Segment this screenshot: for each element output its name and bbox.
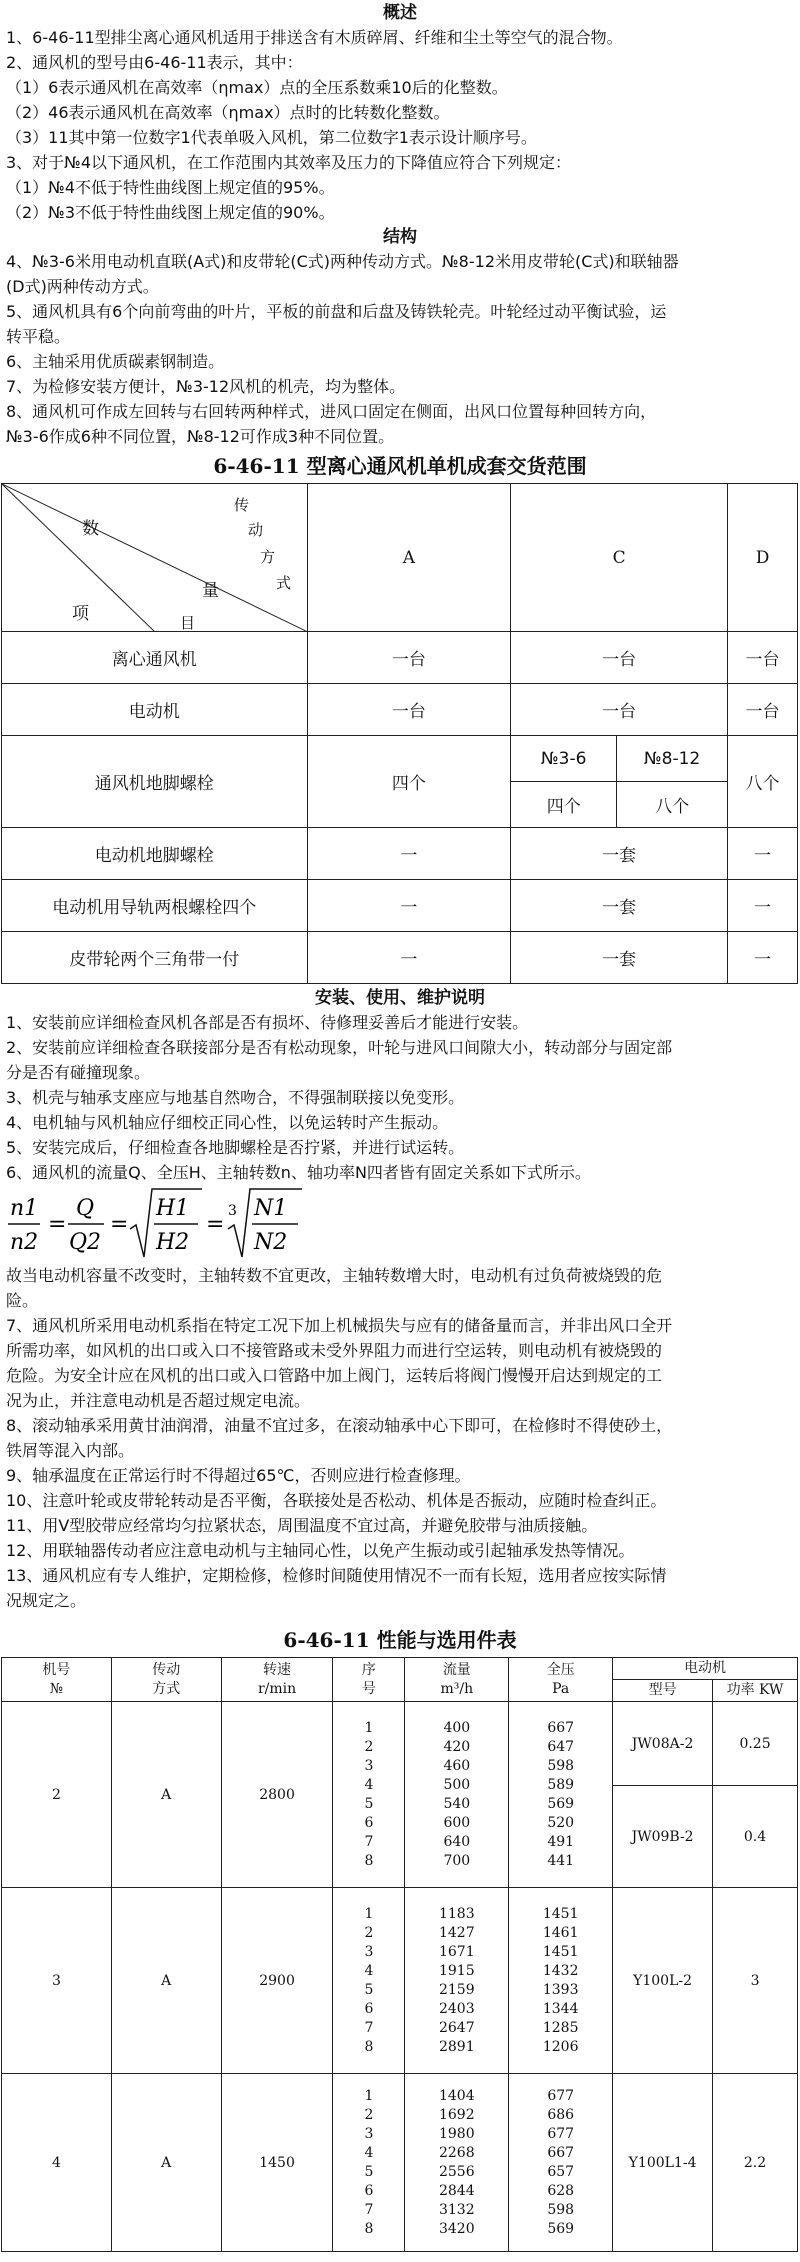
- header-label: 序: [361, 1661, 376, 1678]
- formula-n1-power: N1: [254, 1196, 288, 1221]
- overview-section: [0, 0, 800, 225]
- header-label: Pa: [552, 1680, 570, 1697]
- header-cell: [509, 1658, 613, 1702]
- text-line: 2、通风机的型号由6-46-11表示，其中：: [6, 53, 303, 72]
- supply-scope-table: [1, 483, 798, 984]
- flow-value: 400: [443, 1719, 471, 1736]
- text-line: 3、对于№4以下通风机，在工作范围内其效率及压力的下降值应符合下列规定：: [6, 153, 572, 172]
- pressure-value: 657: [547, 2163, 575, 2180]
- maintenance-section: [0, 986, 800, 1613]
- text-line: 6、通风机的流量Q、全压H、主轴转数n、轴功率N四者皆有固定关系如下式所示。: [6, 1163, 591, 1182]
- cell-a: 四个: [307, 736, 511, 828]
- cell-speed: 2800: [221, 1702, 333, 1888]
- flow-value: 1183: [438, 1905, 475, 1922]
- fan-law-formula: [6, 1185, 800, 1263]
- flow-value: 420: [443, 1738, 471, 1755]
- cell-motor-power: 3: [713, 1888, 798, 2074]
- formula-graphic: [6, 1185, 306, 1263]
- cell-a: 一台: [307, 632, 511, 684]
- flow-value: 2556: [438, 2163, 475, 2180]
- pressure-value: 667: [547, 2144, 575, 2161]
- formula-eq: =: [110, 1212, 129, 1237]
- cell-d: 一: [728, 932, 798, 984]
- row-item: 电动机用导轨两根螺栓四个: [2, 880, 308, 932]
- flow-value: 3132: [438, 2201, 475, 2218]
- flow-value: 2403: [438, 2000, 475, 2017]
- text-line: 11、用V型胶带应经常均匀拉紧状态，周围温度不宜过高，并避免胶带与油质接触。: [6, 1516, 598, 1535]
- seq-value: 5: [364, 1795, 374, 1812]
- pressure-value: 667: [547, 1719, 575, 1736]
- text-line: 13、通风机应有专人维护，定期检修，检修时间随使用情况不一而有长短，选用者应按实际情: [6, 1566, 667, 1585]
- pressure-value: 1432: [542, 1962, 579, 1979]
- header-label: 机号: [42, 1661, 71, 1678]
- row-item: 离心通风机: [2, 632, 308, 684]
- row-item: 通风机地脚螺栓: [2, 736, 308, 828]
- cell-speed: 1450: [221, 2074, 333, 2252]
- pressure-value: 1451: [542, 1943, 579, 1960]
- text-line: 故当电动机容量不改变时，主轴转数不宜更改，主轴转数增大时，电动机有过负荷被烧毁的危: [6, 1266, 663, 1285]
- col-header-d: D: [728, 484, 798, 632]
- cell-no: 3: [2, 1888, 112, 2074]
- cell-seq: [333, 1888, 405, 2074]
- flow-value: 1427: [438, 1924, 475, 1941]
- seq-value: 3: [364, 1757, 374, 1774]
- text-line: (D式)两种传动方式。: [6, 277, 159, 296]
- flow-value: 1915: [438, 1962, 475, 1979]
- overview-text: [0, 25, 800, 225]
- flow-value: 2891: [438, 2038, 475, 2055]
- seq-value: 3: [364, 1943, 374, 1960]
- flow-value: 500: [443, 1776, 471, 1793]
- corner-label: 量: [202, 581, 219, 601]
- formula-q: Q: [76, 1196, 95, 1221]
- formula-eq: =: [48, 1212, 67, 1237]
- text-line: 1、6-46-11型排尘离心通风机适用于排送含有木质碎屑、纤维和尘土等空气的混合物。: [6, 28, 623, 47]
- text-line: 铁屑等混入内部。: [6, 1441, 135, 1460]
- cell-motor-model: Y100L1-4: [613, 2074, 713, 2252]
- text-line: 转平稳。: [6, 327, 71, 346]
- maintenance-text-a: [0, 1010, 800, 1185]
- corner-label: 数: [82, 519, 99, 539]
- cell-c: 一套: [511, 880, 728, 932]
- pressure-value: 569: [547, 2220, 575, 2237]
- seq-value: 4: [364, 2144, 374, 2161]
- row-item: 电动机地脚螺栓: [2, 828, 308, 880]
- flow-value: 700: [443, 1852, 471, 1869]
- header-label: r/min: [257, 1680, 297, 1697]
- formula-h1: H1: [156, 1196, 190, 1221]
- row-item: 电动机: [2, 684, 308, 736]
- text-line: 7、通风机所采用电动机系指在特定工况下加上机械损失与应有的储备量而言，并非出风口全开: [6, 1316, 673, 1335]
- row-item: 皮带轮两个三角带一付: [2, 932, 308, 984]
- text-line: 2、安装前应详细检查各联接部分是否有松动现象，叶轮与进风口间隙大小，转动部分与固定部: [6, 1038, 673, 1057]
- cell-c-sub-head: №3-6: [511, 736, 617, 782]
- text-line: （2）46表示通风机在高效率（ηmax）点时的比转数化整数。: [6, 103, 450, 122]
- seq-value: 7: [364, 2019, 374, 2036]
- cell-no: 4: [2, 2074, 112, 2252]
- overview-title: 概述: [383, 3, 417, 23]
- cell-motor-power: 2.2: [713, 2074, 798, 2252]
- formula-eq: =: [206, 1212, 225, 1237]
- pressure-value: 569: [547, 1795, 575, 1812]
- seq-value: 4: [364, 1776, 374, 1793]
- header-power: 功率 KW: [713, 1680, 798, 1702]
- flow-value: 1980: [438, 2125, 475, 2142]
- pressure-value: 598: [547, 1757, 575, 1774]
- header-label: 全压: [546, 1661, 575, 1678]
- seq-value: 2: [364, 1738, 374, 1755]
- flow-value: 600: [443, 1814, 471, 1831]
- structure-title: 结构: [383, 227, 417, 247]
- formula-q2: Q2: [69, 1230, 102, 1255]
- text-line: 况规定之。: [6, 1591, 87, 1610]
- structure-text: [0, 249, 800, 449]
- pressure-value: 491: [547, 1833, 575, 1850]
- col-header-c: C: [511, 484, 728, 632]
- cell-drive: A: [111, 1888, 221, 2074]
- header-label: 方式: [152, 1680, 181, 1697]
- header-label: №: [49, 1680, 64, 1697]
- perf-table-title: 6-46-11 性能与选用件表: [283, 1628, 517, 1652]
- maintenance-title: 安装、使用、维护说明: [315, 988, 485, 1008]
- text-line: 9、轴承温度在正常运行时不得超过65℃，否则应进行检查修理。: [6, 1466, 471, 1485]
- formula-n2-power: N2: [254, 1230, 288, 1255]
- flow-value: 460: [443, 1757, 471, 1774]
- flow-value: 3420: [438, 2220, 475, 2237]
- text-line: 8、滚动轴承采用黄甘油润滑，油量不宜过多，在滚动轴承中心下即可，在检修时不得使砂土，: [6, 1416, 673, 1435]
- seq-value: 8: [364, 2220, 374, 2237]
- text-line: （3）11其中第一位数字1代表单吸入风机，第二位数字1表示设计顺序号。: [6, 128, 537, 147]
- cell-c: 一台: [511, 632, 728, 684]
- seq-value: 5: [364, 1981, 374, 1998]
- flow-value: 2647: [438, 2019, 475, 2036]
- cell-d: 一台: [728, 684, 798, 736]
- seq-value: 5: [364, 2163, 374, 2180]
- header-label: 流量: [442, 1661, 471, 1678]
- cell-c-sub: 四个: [511, 782, 617, 828]
- flow-value: 2268: [438, 2144, 475, 2161]
- structure-section: [0, 225, 800, 449]
- header-cell: [405, 1658, 509, 1702]
- seq-value: 8: [364, 1852, 374, 1869]
- cell-pressure: [509, 1702, 613, 1888]
- header-label: 号: [361, 1680, 376, 1697]
- text-line: 5、安装完成后，仔细检查各地脚螺栓是否拧紧，并进行试运转。: [6, 1138, 465, 1157]
- cell-a: 一: [307, 932, 511, 984]
- text-line: 分是否有碰撞现象。: [6, 1063, 151, 1082]
- cell-seq: [333, 1702, 405, 1888]
- col-header-a: A: [307, 484, 511, 632]
- pressure-value: 1285: [542, 2019, 579, 2036]
- flow-value: 2844: [438, 2182, 475, 2199]
- seq-value: 6: [364, 2182, 374, 2199]
- formula-n1: n1: [10, 1196, 39, 1221]
- text-line: №3-6作成6种不同位置，№8-12可作成3种不同位置。: [6, 427, 395, 446]
- corner-label: 方: [260, 548, 276, 566]
- text-line: （2）№3不低于特性曲线图上规定值的90%。: [6, 203, 335, 222]
- text-line: 5、通风机具有6个向前弯曲的叶片，平板的前盘和后盘及铸铁轮壳。叶轮经过动平衡试验，运: [6, 302, 667, 321]
- cell-motor-model: JW08A-2: [613, 1702, 713, 1786]
- formula-n2: n2: [10, 1230, 39, 1255]
- cell-flow: [405, 1702, 509, 1888]
- corner-label: 目: [180, 614, 196, 632]
- cell-pressure: [509, 2074, 613, 2252]
- corner-label: 动: [248, 521, 264, 539]
- cell-a: 一: [307, 880, 511, 932]
- seq-value: 2: [364, 1924, 374, 1941]
- pressure-value: 677: [547, 2125, 575, 2142]
- text-line: 所需功率，如风机的出口或入口不接管路或未受外界阻力而进行空运转，则电动机有被烧毁的: [6, 1341, 663, 1360]
- text-line: 6、主轴采用优质碳素钢制造。: [6, 352, 225, 371]
- seq-value: 7: [364, 2201, 374, 2218]
- cell-d: 一台: [728, 632, 798, 684]
- pressure-value: 520: [547, 1814, 575, 1831]
- pressure-value: 677: [547, 2087, 575, 2104]
- text-line: 8、通风机可作成左回转与右回转两种样式，进风口固定在侧面，出风口位置每种回转方向，: [6, 402, 657, 421]
- header-label: 转速: [263, 1661, 292, 1678]
- text-line: （1）6表示通风机在高效率（ηmax）点的全压系数乘10后的化整数。: [6, 78, 508, 97]
- text-line: 险。: [6, 1291, 39, 1310]
- seq-value: 8: [364, 2038, 374, 2055]
- diagonal-corner-cell: [2, 484, 308, 632]
- cell-c: 一套: [511, 828, 728, 880]
- pressure-value: 589: [547, 1776, 575, 1793]
- cell-flow: [405, 1888, 509, 2074]
- cell-c-sub-head: №8-12: [617, 736, 728, 782]
- text-line: 3、机壳与轴承支座应与地基自然吻合，不得强制联接以免变形。: [6, 1088, 465, 1107]
- cell-c-sub: 八个: [617, 782, 728, 828]
- seq-value: 1: [364, 2087, 374, 2104]
- pressure-value: 1451: [542, 1905, 579, 1922]
- cell-seq: [333, 2074, 405, 2252]
- pressure-value: 686: [547, 2106, 575, 2123]
- cell-drive: A: [111, 2074, 221, 2252]
- header-label: 传动: [152, 1661, 181, 1678]
- pressure-value: 1393: [542, 1981, 579, 1998]
- header-label: m³/h: [440, 1680, 474, 1697]
- cell-a: 一台: [307, 684, 511, 736]
- text-line: 况为止，并注意电动机是否超过规定电流。: [6, 1391, 311, 1410]
- text-line: （1）№4不低于特性曲线图上规定值的95%。: [6, 178, 335, 197]
- seq-value: 7: [364, 1833, 374, 1850]
- header-cell: [333, 1658, 405, 1702]
- cell-d: 一: [728, 828, 798, 880]
- cell-drive: A: [111, 1702, 221, 1888]
- cell-c: 一台: [511, 684, 728, 736]
- seq-value: 6: [364, 2000, 374, 2017]
- text-line: 4、№3-6米用电动机直联(A式)和皮带轮(C式)两种传动方式。№8-12米用皮带轮(C式)和联轴器: [6, 252, 679, 271]
- flow-value: 2159: [438, 1981, 475, 1998]
- seq-value: 3: [364, 2125, 374, 2142]
- header-cell: [2, 1658, 112, 1702]
- cell-a: 一: [307, 828, 511, 880]
- cell-c: 一套: [511, 932, 728, 984]
- text-line: 7、为检修安装方便计，№3-12风机的机壳，均为整体。: [6, 377, 406, 396]
- cell-speed: 2900: [221, 1888, 333, 2074]
- formula-root-index: 3: [228, 1203, 237, 1219]
- header-model: 型号: [613, 1680, 713, 1702]
- text-line: 危险。为安全计应在风机的出口或入口管路中加上阀门，运转后将阀门慢慢开启达到规定的工: [6, 1366, 663, 1385]
- text-line: 10、注意叶轮或皮带轮转动是否平衡，各联接处是否松动、机体是否振动，应随时检查纠正。: [6, 1491, 667, 1510]
- corner-label: 式: [276, 574, 292, 592]
- pressure-value: 1206: [542, 2038, 579, 2055]
- seq-value: 1: [364, 1905, 374, 1922]
- supply-table-title: 6-46-11 型离心通风机单机成套交货范围: [213, 454, 587, 478]
- cell-no: 2: [2, 1702, 112, 1888]
- pressure-value: 1344: [542, 2000, 579, 2017]
- pressure-value: 647: [547, 1738, 575, 1755]
- pressure-value: 441: [547, 1852, 575, 1869]
- performance-table: [1, 1657, 798, 2252]
- seq-value: 4: [364, 1962, 374, 1979]
- cell-motor-model: Y100L-2: [613, 1888, 713, 2074]
- cell-motor-power: 0.25: [713, 1702, 798, 1786]
- formula-h2: H2: [156, 1230, 190, 1255]
- seq-value: 2: [364, 2106, 374, 2123]
- cell-pressure: [509, 1888, 613, 2074]
- seq-value: 6: [364, 1814, 374, 1831]
- maintenance-text-b: [0, 1263, 800, 1613]
- seq-value: 1: [364, 1719, 374, 1736]
- cell-d: 八个: [728, 736, 798, 828]
- corner-label: 项: [72, 604, 89, 624]
- cell-motor-power: 0.4: [713, 1786, 798, 1888]
- flow-value: 640: [443, 1833, 471, 1850]
- cell-motor-model: JW09B-2: [613, 1786, 713, 1888]
- text-line: 1、安装前应详细检查风机各部是否有损坏、待修理妥善后才能进行安装。: [6, 1013, 529, 1032]
- header-cell: [221, 1658, 333, 1702]
- corner-label: 传: [234, 496, 250, 514]
- pressure-value: 628: [547, 2182, 575, 2199]
- flow-value: 540: [443, 1795, 471, 1812]
- text-line: 4、电机轴与风机轴应仔细校正同心性，以免运转时产生振动。: [6, 1113, 449, 1132]
- flow-value: 1404: [438, 2087, 475, 2104]
- header-motor: 电动机: [613, 1658, 798, 1680]
- pressure-value: 598: [547, 2201, 575, 2218]
- text-line: 12、用联轴器传动者应注意电动机与主轴同心性，以免产生振动或引起轴承发热等情况。: [6, 1541, 635, 1560]
- cell-d: 一: [728, 880, 798, 932]
- flow-value: 1671: [438, 1943, 475, 1960]
- cell-flow: [405, 2074, 509, 2252]
- header-cell: [111, 1658, 221, 1702]
- flow-value: 1692: [438, 2106, 475, 2123]
- pressure-value: 1461: [542, 1924, 579, 1941]
